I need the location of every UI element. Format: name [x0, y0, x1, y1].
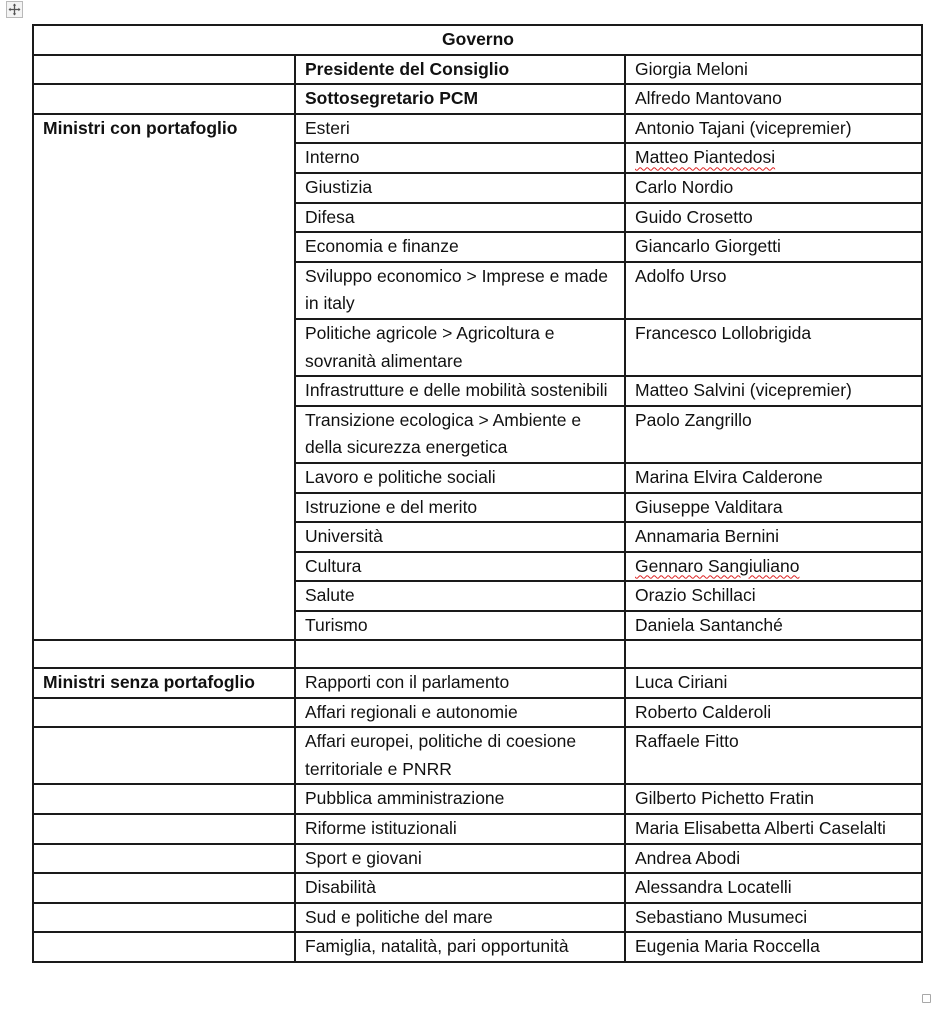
minister-cell[interactable]: Marina Elvira Calderone [625, 463, 922, 493]
table-row [33, 844, 922, 874]
minister-cell[interactable]: Raffaele Fitto [625, 727, 922, 784]
minister-cell[interactable]: Andrea Abodi [625, 844, 922, 874]
ministry-cell[interactable]: Difesa [295, 203, 625, 233]
minister-name-spellcheck: Matteo Piantedosi [635, 147, 776, 168]
table-row [33, 873, 922, 903]
table-row [33, 814, 922, 844]
government-table [32, 24, 923, 963]
minister-cell[interactable]: Francesco Lollobrigida [625, 319, 922, 376]
minister-cell[interactable] [625, 143, 922, 173]
empty-cell[interactable] [33, 640, 295, 668]
empty-cell[interactable] [33, 844, 295, 874]
ministry-cell[interactable]: Interno [295, 143, 625, 173]
empty-cell[interactable] [33, 932, 295, 962]
table-row [33, 903, 922, 933]
minister-cell[interactable]: Paolo Zangrillo [625, 406, 922, 463]
table-row [33, 668, 922, 698]
table-row-empty [33, 640, 922, 668]
empty-cell[interactable] [33, 814, 295, 844]
ministry-cell[interactable]: Sud e politiche del mare [295, 903, 625, 933]
table-row [33, 55, 922, 85]
name-cell[interactable]: Giorgia Meloni [625, 55, 922, 85]
ministry-cell[interactable]: Istruzione e del merito [295, 493, 625, 523]
ministry-cell[interactable]: Disabilità [295, 873, 625, 903]
ministry-cell[interactable]: Sviluppo economico > Imprese e made in italy [295, 262, 625, 319]
table-move-handle[interactable] [6, 1, 23, 18]
minister-cell[interactable]: Orazio Schillaci [625, 581, 922, 611]
ministry-cell[interactable]: Economia e finanze [295, 232, 625, 262]
empty-cell[interactable] [295, 640, 625, 668]
table-row [33, 114, 922, 144]
ministry-cell[interactable]: Sport e giovani [295, 844, 625, 874]
ministry-cell[interactable]: Turismo [295, 611, 625, 641]
ministry-cell[interactable]: Salute [295, 581, 625, 611]
minister-cell[interactable]: Antonio Tajani (vicepremier) [625, 114, 922, 144]
ministry-cell[interactable]: Infrastrutture e delle mobilità sostenibili [295, 376, 625, 406]
table-row [33, 84, 922, 114]
minister-cell[interactable]: Daniela Santanché [625, 611, 922, 641]
table-title[interactable]: Governo [33, 25, 922, 55]
table-row [33, 932, 922, 962]
empty-cell[interactable] [33, 698, 295, 728]
minister-cell[interactable] [625, 784, 922, 814]
empty-cell[interactable] [33, 55, 295, 85]
minister-cell[interactable]: Annamaria Bernini [625, 522, 922, 552]
table-row [33, 784, 922, 814]
empty-cell[interactable] [33, 84, 295, 114]
ministry-cell[interactable]: Affari regionali e autonomie [295, 698, 625, 728]
minister-cell[interactable]: Maria Elisabetta Alberti Caselalti [625, 814, 922, 844]
minister-name: Gilberto Pichetto Fratin [635, 788, 814, 809]
group-label-con-portafoglio[interactable]: Ministri con portafoglio [33, 114, 295, 641]
empty-cell[interactable] [625, 640, 922, 668]
minister-cell[interactable]: Luca Ciriani [625, 668, 922, 698]
ministry-cell[interactable]: Pubblica amministrazione [295, 784, 625, 814]
minister-cell[interactable] [625, 552, 922, 582]
ministry-cell[interactable]: Politiche agricole > Agricoltura e sovranità alimentare [295, 319, 625, 376]
ministry-cell[interactable]: Università [295, 522, 625, 552]
minister-cell[interactable]: Guido Crosetto [625, 203, 922, 233]
table-resize-handle[interactable] [922, 994, 931, 1003]
role-cell[interactable]: Sottosegretario PCM [295, 84, 625, 114]
minister-cell[interactable]: Sebastiano Musumeci [625, 903, 922, 933]
ministry-cell[interactable]: Transizione ecologica > Ambiente e della sicurezza energetica [295, 406, 625, 463]
table-row [33, 698, 922, 728]
empty-cell[interactable] [33, 903, 295, 933]
minister-cell[interactable]: Adolfo Urso [625, 262, 922, 319]
ministry-cell[interactable]: Riforme istituzionali [295, 814, 625, 844]
minister-cell[interactable]: Matteo Salvini (vicepremier) [625, 376, 922, 406]
minister-cell[interactable]: Giancarlo Giorgetti [625, 232, 922, 262]
ministry-cell[interactable]: Giustizia [295, 173, 625, 203]
empty-cell[interactable] [33, 727, 295, 784]
ministry-cell[interactable]: Rapporti con il parlamento [295, 668, 625, 698]
table-title-row [33, 25, 922, 55]
ministry-cell[interactable]: Famiglia, natalità, pari opportunità [295, 932, 625, 962]
table-row [33, 727, 922, 784]
minister-cell[interactable]: Alessandra Locatelli [625, 873, 922, 903]
move-cross-arrows-icon [8, 3, 21, 16]
ministry-cell[interactable]: Cultura [295, 552, 625, 582]
ministry-cell[interactable]: Affari europei, politiche di coesione territoriale e PNRR [295, 727, 625, 784]
empty-cell[interactable] [33, 873, 295, 903]
name-cell[interactable]: Alfredo Mantovano [625, 84, 922, 114]
minister-cell[interactable]: Eugenia Maria Roccella [625, 932, 922, 962]
role-cell[interactable]: Presidente del Consiglio [295, 55, 625, 85]
minister-cell[interactable]: Roberto Calderoli [625, 698, 922, 728]
minister-name-spellcheck: Gennaro Sangiuliano [635, 555, 800, 576]
ministry-cell[interactable]: Esteri [295, 114, 625, 144]
ministry-cell[interactable]: Lavoro e politiche sociali [295, 463, 625, 493]
minister-cell[interactable]: Carlo Nordio [625, 173, 922, 203]
empty-cell[interactable] [33, 784, 295, 814]
group-label-senza-portafoglio[interactable]: Ministri senza portafoglio [33, 668, 295, 698]
minister-cell[interactable]: Giuseppe Valditara [625, 493, 922, 523]
